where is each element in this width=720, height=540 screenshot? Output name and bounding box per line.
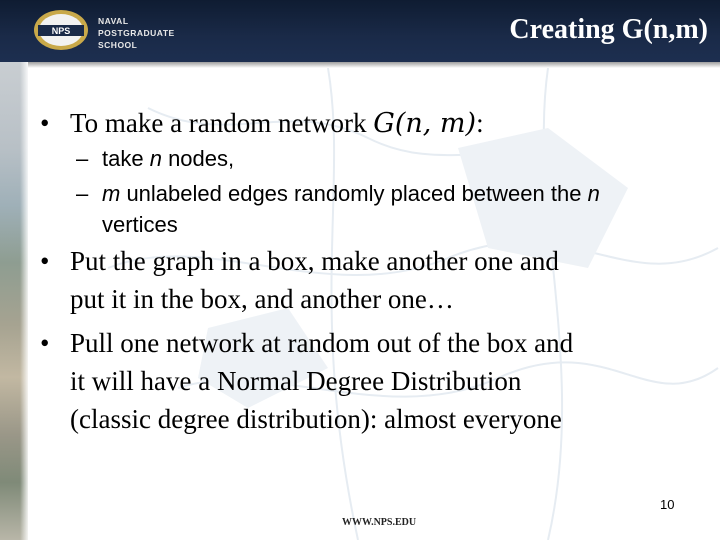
sub-1-b: nodes, — [161, 146, 235, 171]
sub-1-n: n — [149, 146, 162, 171]
logo-wordmark — [98, 15, 175, 51]
bullet-dot: • — [40, 246, 50, 276]
sub-bullet-2 — [40, 178, 700, 240]
nps-seal-icon — [32, 8, 90, 52]
bullet-dot: • — [40, 108, 50, 138]
bullet-2-line-2: put it in the box, and another one… — [70, 284, 454, 314]
slide-title: Creating G(n,m) — [509, 14, 708, 45]
sub-2-n: n — [587, 181, 600, 206]
bullet-1-math: G(n, m) — [373, 108, 477, 139]
logo-line-3: SCHOOL — [98, 40, 138, 50]
bullet-2 — [40, 242, 700, 318]
bullet-3-line-3: (classic degree distribution): almost everyone — [70, 404, 562, 434]
footer-url: WWW.NPS.EDU — [342, 517, 417, 528]
page-number: 10 — [660, 497, 675, 512]
header-bar — [0, 0, 720, 62]
sub-bullet-dash: – — [76, 181, 89, 206]
bullet-3-line-2: it will have a Normal Degree Distribution — [70, 366, 522, 396]
logo-line-2: POSTGRADUATE — [98, 28, 175, 38]
logo-line-1: NAVAL — [98, 16, 129, 26]
sub-2-m: m — [102, 181, 121, 206]
left-photo-strip — [0, 62, 28, 540]
nps-logo — [32, 8, 192, 54]
sub-1-a: take — [102, 146, 150, 171]
bullet-3 — [40, 324, 700, 438]
bullet-1-tail: : — [476, 108, 484, 138]
bullet-1 — [40, 104, 700, 143]
sub-bullet-dash: – — [76, 146, 89, 171]
sub-2-a: unlabeled edges randomly placed between the — [120, 181, 588, 206]
sub-bullet-1 — [40, 143, 700, 174]
bullet-1-text: To make a random network — [70, 108, 374, 138]
sub-2-b: vertices — [102, 212, 178, 237]
seal-text: NPS — [51, 26, 71, 36]
bullet-3-line-1: Pull one network at random out of the box and — [70, 328, 574, 358]
bullet-2-line-1: Put the graph in a box, make another one and — [70, 246, 559, 276]
bullet-dot: • — [40, 328, 50, 358]
slide-body — [40, 104, 700, 460]
